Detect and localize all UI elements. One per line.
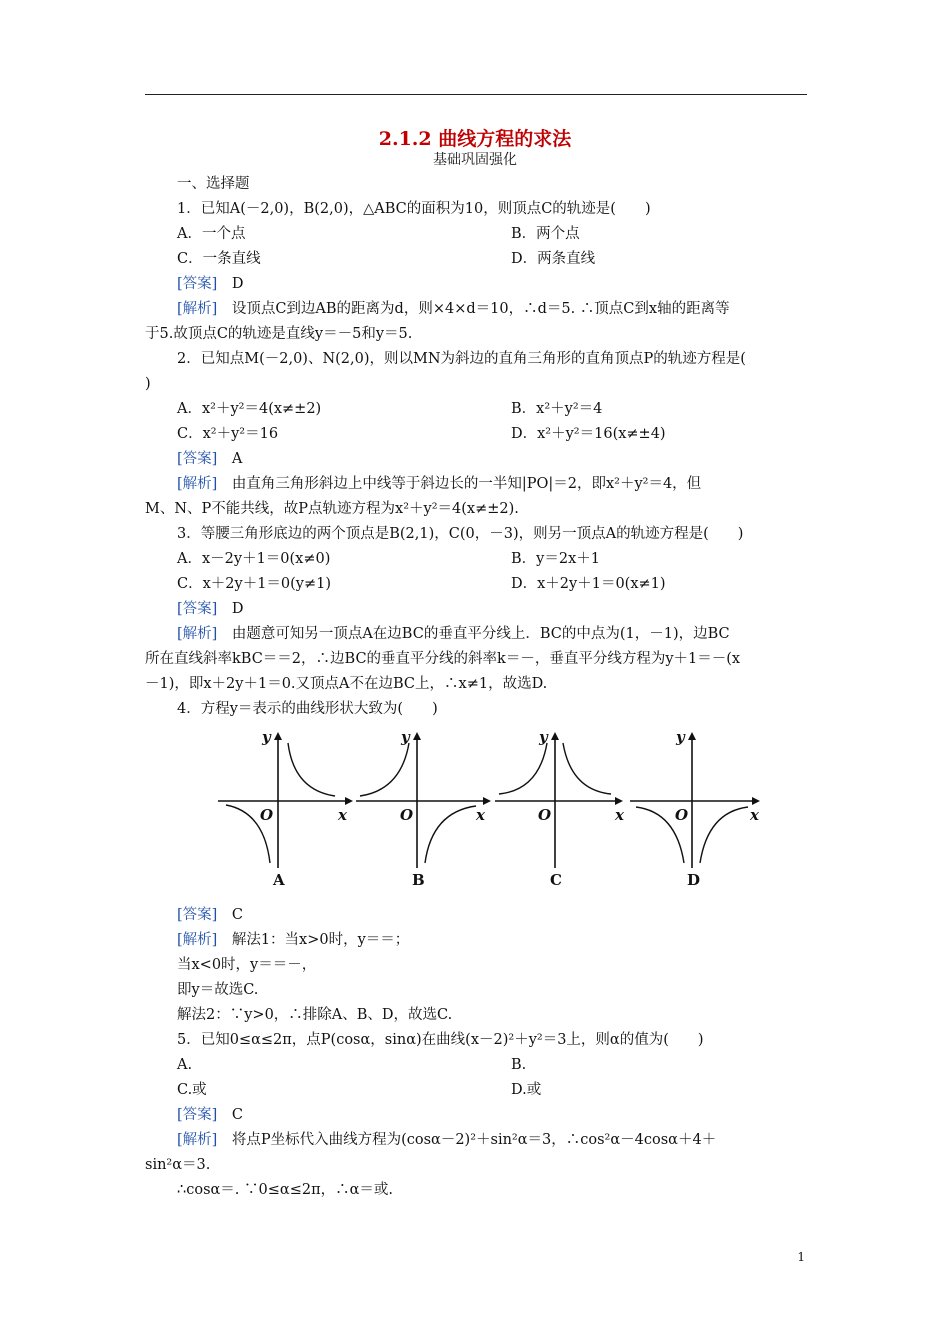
text-line (177, 425, 278, 443)
line-text: 解法2：∵y>0，∴排除A、B、D，故选C. (177, 1007, 453, 1023)
line-text: ∴cosα＝. ∵0≤α≤2π，∴α＝或. (177, 1182, 393, 1198)
graph-a-label: A (273, 871, 285, 889)
figure-curves (210, 728, 770, 898)
line-text: B．y＝2x＋1 (511, 551, 600, 567)
text-line (177, 450, 242, 468)
line-text: D.或 (511, 1082, 542, 1098)
line-text: 解法1：当x>0时，y＝＝； (217, 932, 410, 948)
line-text: C.或 (177, 1082, 207, 1098)
text-line (177, 300, 730, 318)
line-text: B．两个点 (511, 226, 580, 242)
text-line (177, 200, 651, 218)
line-text: 5．已知0≤α≤2π，点P(cosα，sinα)在曲线(x－2)²＋y²＝3上，则α的值为( ) (177, 1032, 704, 1048)
line-text: B．x²＋y²＝4 (511, 401, 603, 417)
text-line (145, 1156, 210, 1174)
line-text: C．x＋2y＋1＝0(y≠1) (177, 576, 332, 592)
text-line (145, 500, 519, 518)
line-text: D．两条直线 (511, 251, 596, 267)
graph-c-x-label: x (615, 806, 624, 824)
graph-a-origin-label: O (260, 806, 274, 824)
graph-b-origin-label: O (400, 806, 414, 824)
line-text: 1．已知A(－2,0)，B(2,0)，△ABC的面积为10，则顶点C的轨迹是( ) (177, 201, 651, 217)
line-text: B. (511, 1057, 527, 1073)
graph-c (495, 728, 625, 889)
graph-d (630, 728, 760, 889)
line-text: D (217, 276, 244, 292)
text-line (177, 475, 701, 493)
text-line (177, 1031, 704, 1049)
line-text: －1)，即x＋2y＋1＝0.又顶点A不在边BC上，∴x≠1，故选D. (145, 676, 548, 692)
text-line (177, 600, 243, 618)
text-line (177, 931, 409, 949)
text-line (177, 550, 330, 568)
text-line (511, 575, 666, 593)
line-text: C (217, 907, 243, 923)
text-line (177, 1056, 192, 1074)
graph-c-label: C (550, 871, 562, 889)
text-line (177, 1181, 393, 1199)
text-line (145, 650, 740, 668)
line-text: 3．等腰三角形底边的两个顶点是B(2,1)，C(0，－3)，则另一顶点A的轨迹方程是( ) (177, 526, 744, 542)
line-tag: [答案] (177, 1107, 218, 1123)
text-line (177, 575, 331, 593)
text-line (145, 375, 151, 393)
text-line (177, 1081, 207, 1099)
text-line (177, 625, 730, 643)
header-rule (145, 94, 807, 95)
graph-d-y-label: y (676, 728, 685, 746)
line-tag: [解析] (177, 626, 218, 642)
text-line (177, 250, 261, 268)
graph-b-y-label: y (401, 728, 410, 746)
line-text: M、N、P不能共线，故P点轨迹方程为x²＋y²＝4(x≠±2). (145, 501, 519, 517)
line-text: 当x<0时，y＝＝－， (177, 957, 317, 973)
graph-c-origin-label: O (538, 806, 552, 824)
line-text: 由题意可知另一顶点A在边BC的垂直平分线上．BC的中点为(1，－1)，边BC (217, 626, 730, 642)
graph-a-x-label: x (338, 806, 347, 824)
text-line (511, 400, 602, 418)
graph-a-y-label: y (262, 728, 271, 746)
line-text: A (217, 451, 243, 467)
line-tag: [解析] (177, 476, 218, 492)
line-tag: [答案] (177, 276, 218, 292)
line-text: 将点P坐标代入曲线方程为(cosα－2)²＋sin²α＝3，∴cos²α－4cosα＋4＋ (217, 1132, 717, 1148)
text-line (511, 250, 595, 268)
graph-b (356, 728, 491, 889)
line-text: D．x²＋y²＝16(x≠±4) (511, 426, 666, 442)
text-line (177, 1006, 452, 1024)
graph-d-label: D (687, 871, 701, 889)
text-line (177, 275, 243, 293)
text-line (511, 1081, 541, 1099)
text-line (177, 525, 743, 543)
line-tag: [答案] (177, 451, 218, 467)
text-line (177, 956, 316, 974)
line-text: D．x＋2y＋1＝0(x≠1) (511, 576, 666, 592)
graph-a (218, 728, 353, 889)
line-text: A．x－2y＋1＝0(x≠0) (177, 551, 331, 567)
line-text: 所在直线斜率kBC＝＝2，∴边BC的垂直平分线的斜率k＝－，垂直平分线方程为y＋1＝－(x (145, 651, 741, 667)
line-tag: [答案] (177, 907, 218, 923)
graph-d-x-label: x (750, 806, 759, 824)
line-text: 由直角三角形斜边上中线等于斜边长的一半知|PO|＝2，即x²＋y²＝4，但 (217, 476, 702, 492)
line-text: A. (177, 1057, 193, 1073)
text-line (177, 350, 746, 368)
line-text: sin²α＝3. (145, 1157, 211, 1173)
text-line (511, 1056, 526, 1074)
line-text: C．一条直线 (177, 251, 261, 267)
graph-b-x-label: x (476, 806, 485, 824)
line-tag: [解析] (177, 301, 218, 317)
text-line (145, 325, 412, 343)
page-subtitle: 基础巩固强化 (433, 152, 517, 168)
text-line (177, 225, 245, 243)
text-line (177, 1131, 716, 1149)
line-text: 设顶点C到边AB的距离为d，则×4×d＝10，∴d＝5. ∴顶点C到x轴的距离等 (217, 301, 730, 317)
text-line (511, 225, 580, 243)
text-line (511, 550, 600, 568)
line-tag: [解析] (177, 1132, 218, 1148)
line-text: D (217, 601, 244, 617)
text-line (177, 1106, 243, 1124)
text-line (511, 425, 666, 443)
line-text: C (217, 1107, 243, 1123)
text-line (177, 700, 438, 718)
page-title: 2.1.2 曲线方程的求法 (378, 128, 572, 150)
text-line (145, 675, 547, 693)
text-line (177, 906, 243, 924)
page-number: 1 (797, 1250, 805, 1264)
line-text: 4．方程y＝表示的曲线形状大致为( ) (177, 701, 438, 717)
text-line (177, 981, 258, 999)
line-text: C．x²＋y²＝16 (177, 426, 279, 442)
graph-c-y-label: y (539, 728, 548, 746)
graph-b-label: B (412, 871, 425, 889)
line-text: 2．已知点M(－2,0)、N(2,0)，则以MN为斜边的直角三角形的直角顶点P的轨迹方程是( (177, 351, 746, 367)
section-heading: 一、选择题 (177, 176, 250, 192)
line-text: A．一个点 (177, 226, 246, 242)
line-text: 即y＝故选C. (177, 982, 259, 998)
line-tag: [解析] (177, 932, 218, 948)
text-line (177, 400, 321, 418)
line-text: 于5.故顶点C的轨迹是直线y＝－5和y＝5. (145, 326, 413, 342)
line-text: A．x²＋y²＝4(x≠±2) (177, 401, 322, 417)
line-tag: [答案] (177, 601, 218, 617)
line-text: ) (145, 376, 151, 392)
graph-d-origin-label: O (675, 806, 689, 824)
